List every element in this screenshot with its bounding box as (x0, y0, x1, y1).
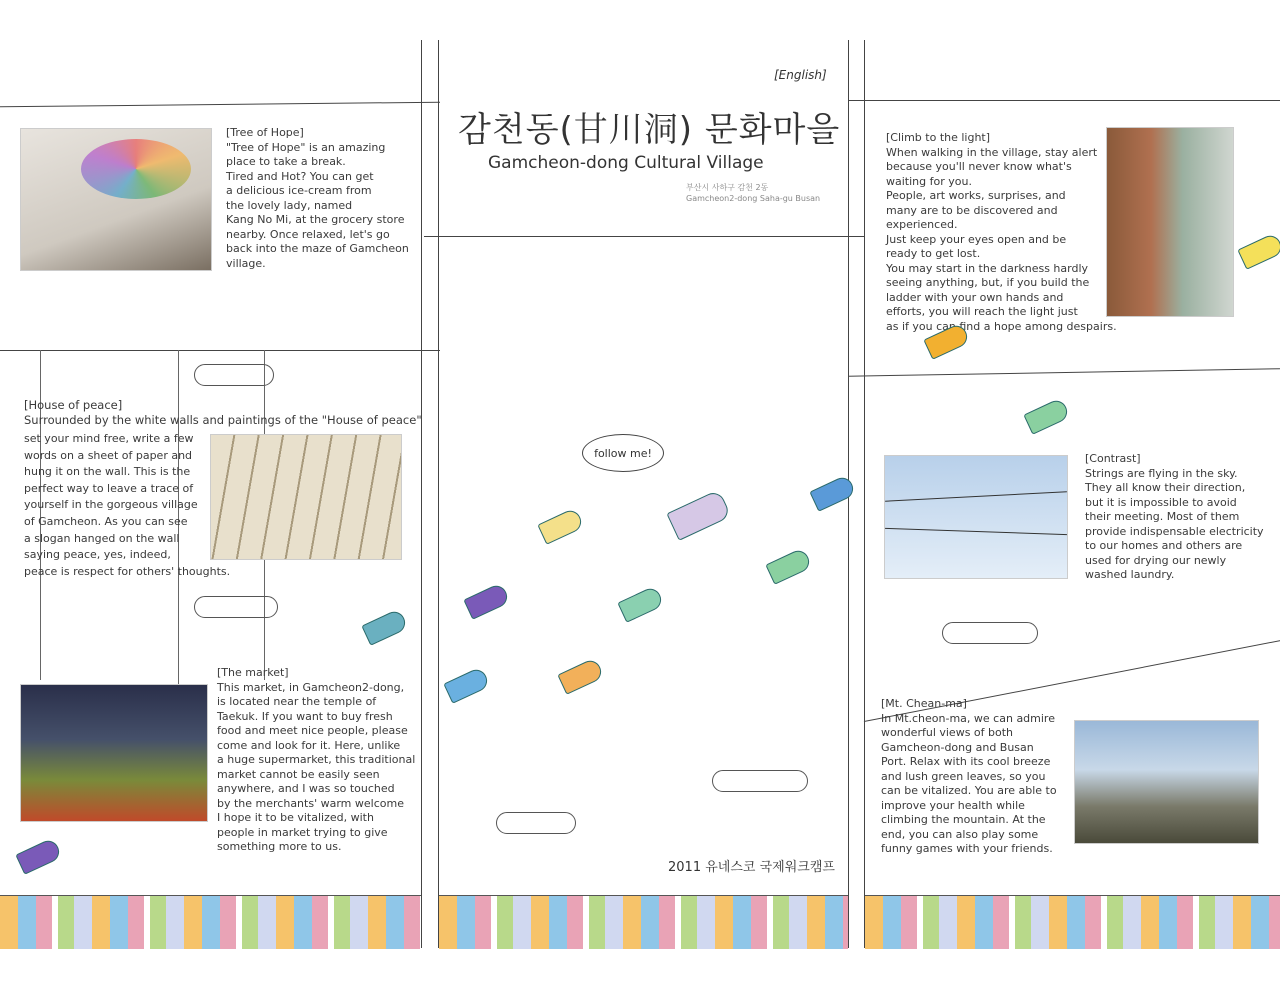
text-line: yourself in the gorgeous village (24, 498, 198, 512)
text-line: You may start in the darkness hardly (886, 261, 1089, 275)
house-of-peace-text (24, 431, 230, 580)
text-line: Strings are flying in the sky. (1085, 466, 1238, 480)
text-line: the lovely lady, named (226, 198, 353, 212)
text-line: They all know their direction, (1085, 481, 1246, 494)
speech-bubble (582, 434, 664, 472)
text-line: as if you can find a hope among despairs. (886, 319, 1117, 333)
house-of-peace-heading (24, 398, 422, 427)
cloud-icon (712, 770, 808, 792)
fish-kite-icon (1023, 397, 1070, 435)
string-line (0, 102, 440, 108)
text-line: Gamcheon-dong and Busan (881, 740, 1034, 754)
cloud-icon (942, 622, 1038, 644)
text-line: "Tree of Hope" is an amazing (226, 140, 386, 154)
string-line (0, 350, 440, 351)
text-line: [The market] (217, 666, 289, 679)
text-line: and lush green leaves, so you (881, 769, 1046, 783)
fish-kite-icon (1237, 232, 1280, 270)
tree-of-hope-photo (20, 128, 212, 271)
text-line: People, art works, surprises, and (886, 189, 1066, 202)
text-line: improve your health while (881, 798, 1025, 812)
text-line: end, you can also play some (881, 827, 1039, 841)
contrast-text (1085, 452, 1264, 583)
text-line: I hope it to be vitalized, with (217, 811, 374, 824)
cloud-icon (194, 364, 274, 386)
fish-kite-icon (666, 489, 731, 541)
text-line: [Mt. Chean-ma] (881, 697, 967, 710)
string-line (424, 236, 864, 237)
text-line: used for drying our newly (1085, 553, 1227, 567)
fish-kite-icon (765, 547, 812, 585)
fish-kite-icon (463, 582, 510, 620)
text-line: come and look for it. Here, unlike (217, 738, 401, 752)
house-of-peace-photo (210, 434, 402, 560)
text-line: something more to us. (217, 840, 342, 853)
market-photo (20, 684, 208, 822)
text-line: washed laundry. (1085, 568, 1175, 581)
text-line: funny games with your friends. (881, 842, 1053, 855)
text-line: place to take a break. (226, 155, 346, 168)
market-text (217, 666, 415, 855)
string-line (848, 368, 1280, 377)
text-line: saying peace, yes, indeed, (24, 548, 171, 562)
text-line: experienced. (886, 218, 958, 231)
text-line: climbing the mountain. At the (881, 813, 1046, 826)
text-line: waiting for you. (886, 174, 972, 188)
village-houses-illustration (0, 895, 421, 949)
text-line: [Tree of Hope] (226, 126, 304, 139)
text-line: peace is respect for others' thoughts. (24, 564, 231, 578)
text-line: Surrounded by the white walls and paintings of the "House of peace" (24, 412, 422, 427)
text-line: a delicious ice-cream from (226, 184, 372, 197)
text-line: provide indispensable electricity (1085, 524, 1264, 538)
text-line: a huge supermarket, this traditional (217, 753, 416, 766)
text-line: many are to be discovered and (886, 203, 1058, 217)
text-line: [House of peace] (24, 398, 123, 412)
text-line: When walking in the village, stay alert (886, 145, 1098, 159)
text-line: market cannot be easily seen (217, 767, 380, 781)
text-line: anywhere, and I was so touched (217, 782, 395, 795)
fold-line (421, 40, 422, 948)
speech-bubble-text: follow me! (594, 446, 652, 460)
text-line: of Gamcheon. As you can see (24, 514, 188, 528)
text-line: is located near the temple of (217, 695, 377, 708)
mountain-text (881, 697, 1057, 857)
fish-kite-icon (443, 666, 490, 704)
text-line: [Contrast] (1085, 452, 1141, 465)
text-line: In Mt.cheon-ma, we can admire (881, 711, 1055, 725)
fish-kite-icon (361, 608, 408, 646)
contrast-sky-photo (884, 455, 1068, 579)
climb-text (886, 131, 1117, 334)
text-line: to our homes and others are (1085, 539, 1243, 552)
text-line: because you'll never know what's (886, 160, 1072, 173)
address-ko: 부산시 사하구 감천 2동 (686, 183, 769, 192)
tree-of-hope-text (226, 126, 409, 271)
text-line: wonderful views of both (881, 726, 1014, 739)
text-line: This market, in Gamcheon2-dong, (217, 680, 405, 694)
text-line: Port. Relax with its cool breeze (881, 755, 1051, 768)
text-line: words on a sheet of paper and (24, 448, 193, 462)
climb-photo (1106, 127, 1234, 317)
text-line: but it is impossible to avoid (1085, 495, 1237, 509)
text-line: can be vitalized. You are able to (881, 784, 1057, 797)
text-line: people in market trying to give (217, 825, 388, 839)
text-line: village. (226, 256, 266, 270)
text-line: perfect way to leave a trace of (24, 481, 194, 495)
fish-kite-icon (557, 657, 604, 695)
text-line: Taekuk. If you want to buy fresh (217, 709, 393, 723)
text-line: a slogan hanged on the wall (24, 531, 180, 545)
text-line: [Climb to the light] (886, 131, 991, 144)
page-subtitle: Gamcheon-dong Cultural Village (488, 153, 764, 173)
text-line: efforts, you will reach the light just (886, 305, 1078, 318)
text-line: ready to get lost. (886, 247, 981, 260)
text-line: food and meet nice people, please (217, 724, 408, 737)
page-title: 감천동(甘川洞) 문화마을 (458, 110, 841, 150)
village-houses-illustration (865, 895, 1280, 949)
text-line: seeing anything, but, if you build the (886, 276, 1090, 289)
language-label: [English] (774, 68, 827, 82)
text-line: by the merchants' warm welcome (217, 796, 404, 810)
fold-line (438, 40, 439, 948)
text-line: Just keep your eyes open and be (886, 232, 1067, 246)
text-line: hung it on the wall. This is the (24, 465, 191, 479)
cloud-icon (496, 812, 576, 834)
footer-text: 2011 유네스코 국제워크캠프 (668, 860, 835, 875)
cloud-icon (194, 596, 278, 618)
fold-line (864, 40, 865, 948)
text-line: Kang No Mi, at the grocery store (226, 213, 405, 226)
text-line: nearby. Once relaxed, let's go (226, 227, 390, 241)
village-houses-illustration (439, 895, 848, 949)
mountain-photo (1074, 720, 1259, 844)
address-en: Gamcheon2-dong Saha-gu Busan (686, 194, 821, 203)
text-line: ladder with your own hands and (886, 290, 1064, 304)
text-line: Tired and Hot? You can get (226, 169, 374, 183)
fish-kite-icon (537, 507, 584, 545)
fish-kite-icon (809, 474, 856, 512)
text-line: back into the maze of Gamcheon (226, 242, 409, 255)
fish-kite-icon (617, 585, 664, 623)
text-line: their meeting. Most of them (1085, 510, 1240, 523)
fish-kite-icon (15, 837, 62, 875)
string-line (848, 100, 1280, 101)
text-line: set your mind free, write a few (24, 432, 194, 445)
